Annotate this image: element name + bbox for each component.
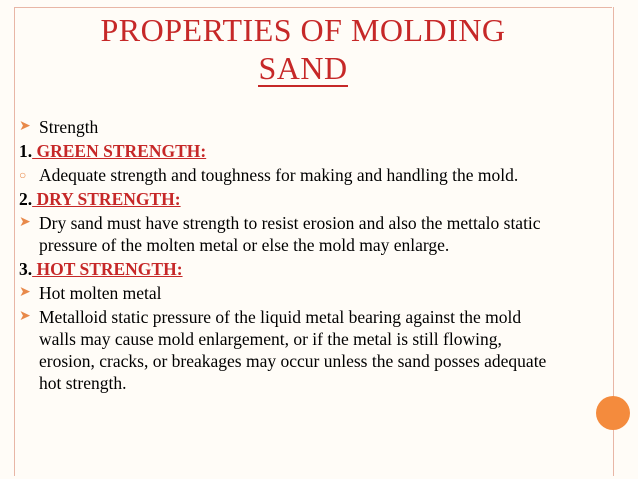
list-item bbox=[19, 282, 559, 304]
section-number: 1. bbox=[19, 141, 33, 161]
arrowhead-bullet-icon: ➤ bbox=[19, 285, 31, 300]
list-item-text: Dry sand must have strength to resist erosion and also the mettalo static pressure of the molten metal or else the mold may enlarge. bbox=[39, 213, 541, 255]
decorative-circle bbox=[596, 396, 630, 430]
list-item bbox=[19, 164, 559, 186]
list-item-text: Strength bbox=[39, 117, 99, 137]
section-label bbox=[32, 141, 206, 161]
arrowhead-bullet-icon: ➤ bbox=[19, 215, 31, 230]
section-label bbox=[32, 259, 182, 279]
section-number: 2. bbox=[19, 189, 33, 209]
section-heading bbox=[19, 258, 559, 280]
section-label-text: GREEN STRENGTH: bbox=[36, 141, 207, 161]
section-label-text: DRY STRENGTH: bbox=[36, 189, 181, 209]
slide-body bbox=[19, 116, 559, 396]
list-item bbox=[19, 212, 559, 256]
title-line-2: SAND bbox=[258, 50, 348, 86]
list-item-text: Hot molten metal bbox=[39, 283, 162, 303]
arrowhead-bullet-icon: ➤ bbox=[19, 119, 31, 134]
section-label-text: HOT STRENGTH: bbox=[36, 259, 183, 279]
list-item bbox=[19, 116, 559, 138]
slide-title bbox=[14, 11, 592, 87]
arrowhead-bullet-icon: ➤ bbox=[19, 309, 31, 324]
list-item-text: Metalloid static pressure of the liquid metal bearing against the mold walls may cause mold enlargement, or if the metal is still flowing, erosion, cracks, or breakages may occur unless the sand posses adequate hot strength. bbox=[39, 307, 547, 393]
circle-bullet-icon: ○ bbox=[19, 168, 27, 182]
title-line-1: PROPERTIES OF MOLDING bbox=[100, 12, 506, 48]
section-heading bbox=[19, 140, 559, 162]
section-label bbox=[32, 189, 180, 209]
section-number: 3. bbox=[19, 259, 33, 279]
list-item bbox=[19, 306, 559, 394]
list-item-text: Adequate strength and toughness for making and handling the mold. bbox=[39, 165, 519, 185]
section-heading bbox=[19, 188, 559, 210]
